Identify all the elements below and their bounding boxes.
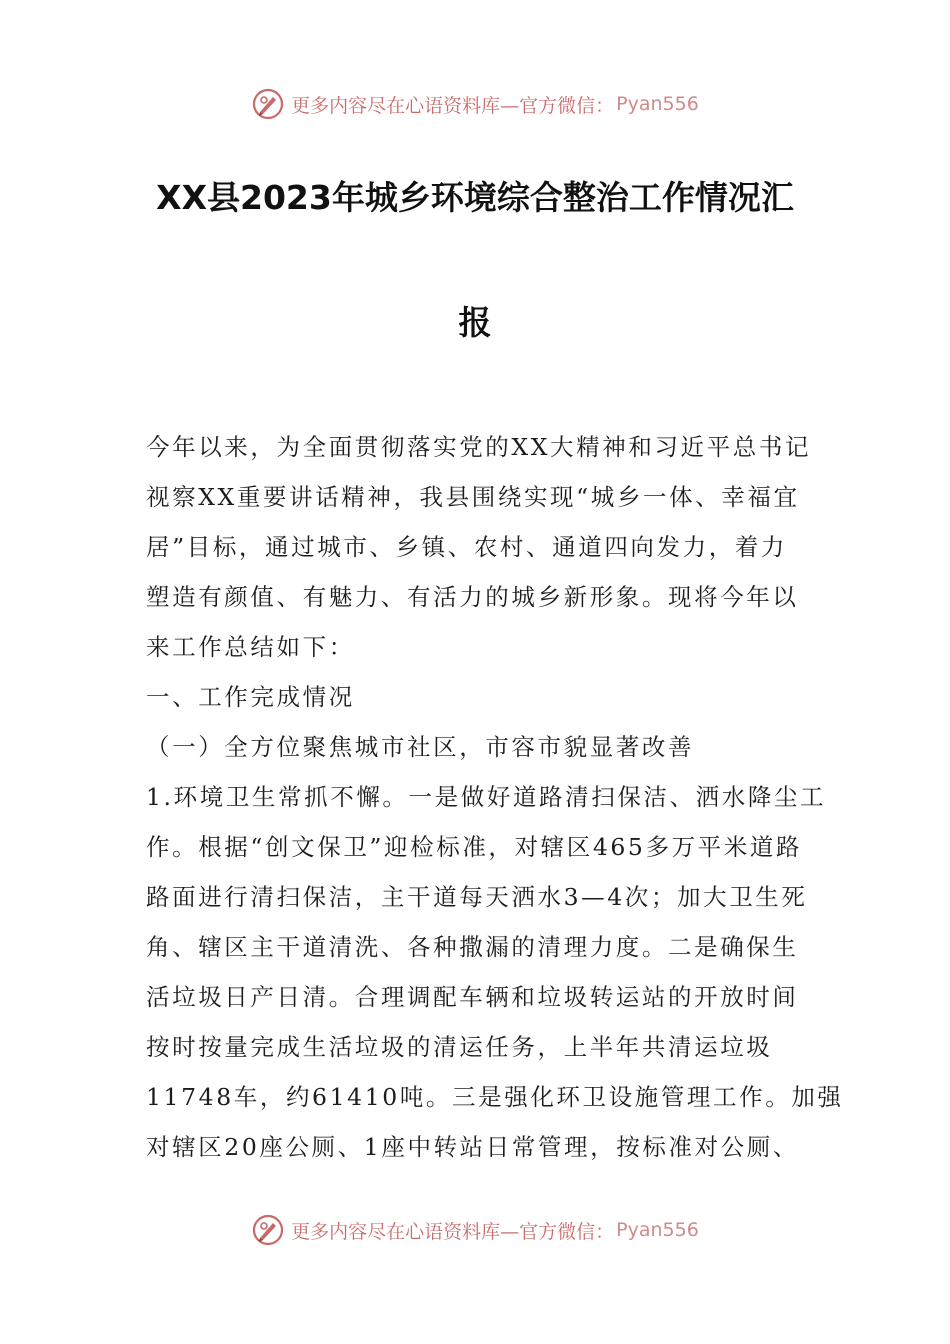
wechat-id: Pyan556 <box>616 1219 699 1241</box>
body-line: 1.环境卫生常抓不懈。一是做好道路清扫保洁、洒水降尘工 <box>146 783 827 811</box>
body-line: 来工作总结如下： <box>146 633 355 661</box>
document-title-line-1: XX县2023年城乡环境综合整治工作情况汇 <box>156 178 794 217</box>
section-heading: 一、工作完成情况 <box>146 683 355 711</box>
wechat-id: Pyan556 <box>616 93 699 115</box>
body-line: 按时按量完成生活垃圾的清运任务，上半年共清运垃圾 <box>146 1033 773 1061</box>
body-line: 居”目标，通过城市、乡镇、农村、通道四向发力，着力 <box>146 533 788 561</box>
body-line: 对辖区20座公厕、1座中转站日常管理，按标准对公厕、 <box>146 1133 799 1161</box>
pen-logo-icon <box>251 87 285 121</box>
watermark-banner-bottom <box>0 1210 950 1250</box>
watermark-text: 更多内容尽在心语资料库—官方微信： <box>291 94 615 117</box>
body-line: 视察XX重要讲话精神，我县围绕实现“城乡一体、幸福宜 <box>146 483 800 511</box>
pen-logo-icon <box>251 1213 285 1247</box>
body-line: 今年以来，为全面贯彻落实党的XX大精神和习近平总书记 <box>146 433 812 461</box>
body-line: 作。根据“创文保卫”迎检标准，对辖区465多万平米道路 <box>146 833 803 861</box>
body-line: 路面进行清扫保洁，主干道每天洒水3—4次；加大卫生死 <box>146 883 808 911</box>
document-body <box>146 422 844 1172</box>
body-line: 塑造有颜值、有魅力、有活力的城乡新形象。现将今年以 <box>146 583 799 611</box>
body-line: 角、辖区主干道清洗、各种撒漏的清理力度。二是确保生 <box>146 933 799 961</box>
subsection-heading: （一）全方位聚焦城市社区，市容市貌显著改善 <box>146 733 695 761</box>
body-line: 11748车，约61410吨。三是强化环卫设施管理工作。加强 <box>146 1083 844 1111</box>
watermark-banner-top <box>0 84 950 124</box>
document-title-line-2: 报 <box>458 303 492 342</box>
body-line: 活垃圾日产日清。合理调配车辆和垃圾转运站的开放时间 <box>146 983 799 1011</box>
watermark-text: 更多内容尽在心语资料库—官方微信： <box>291 1220 615 1243</box>
